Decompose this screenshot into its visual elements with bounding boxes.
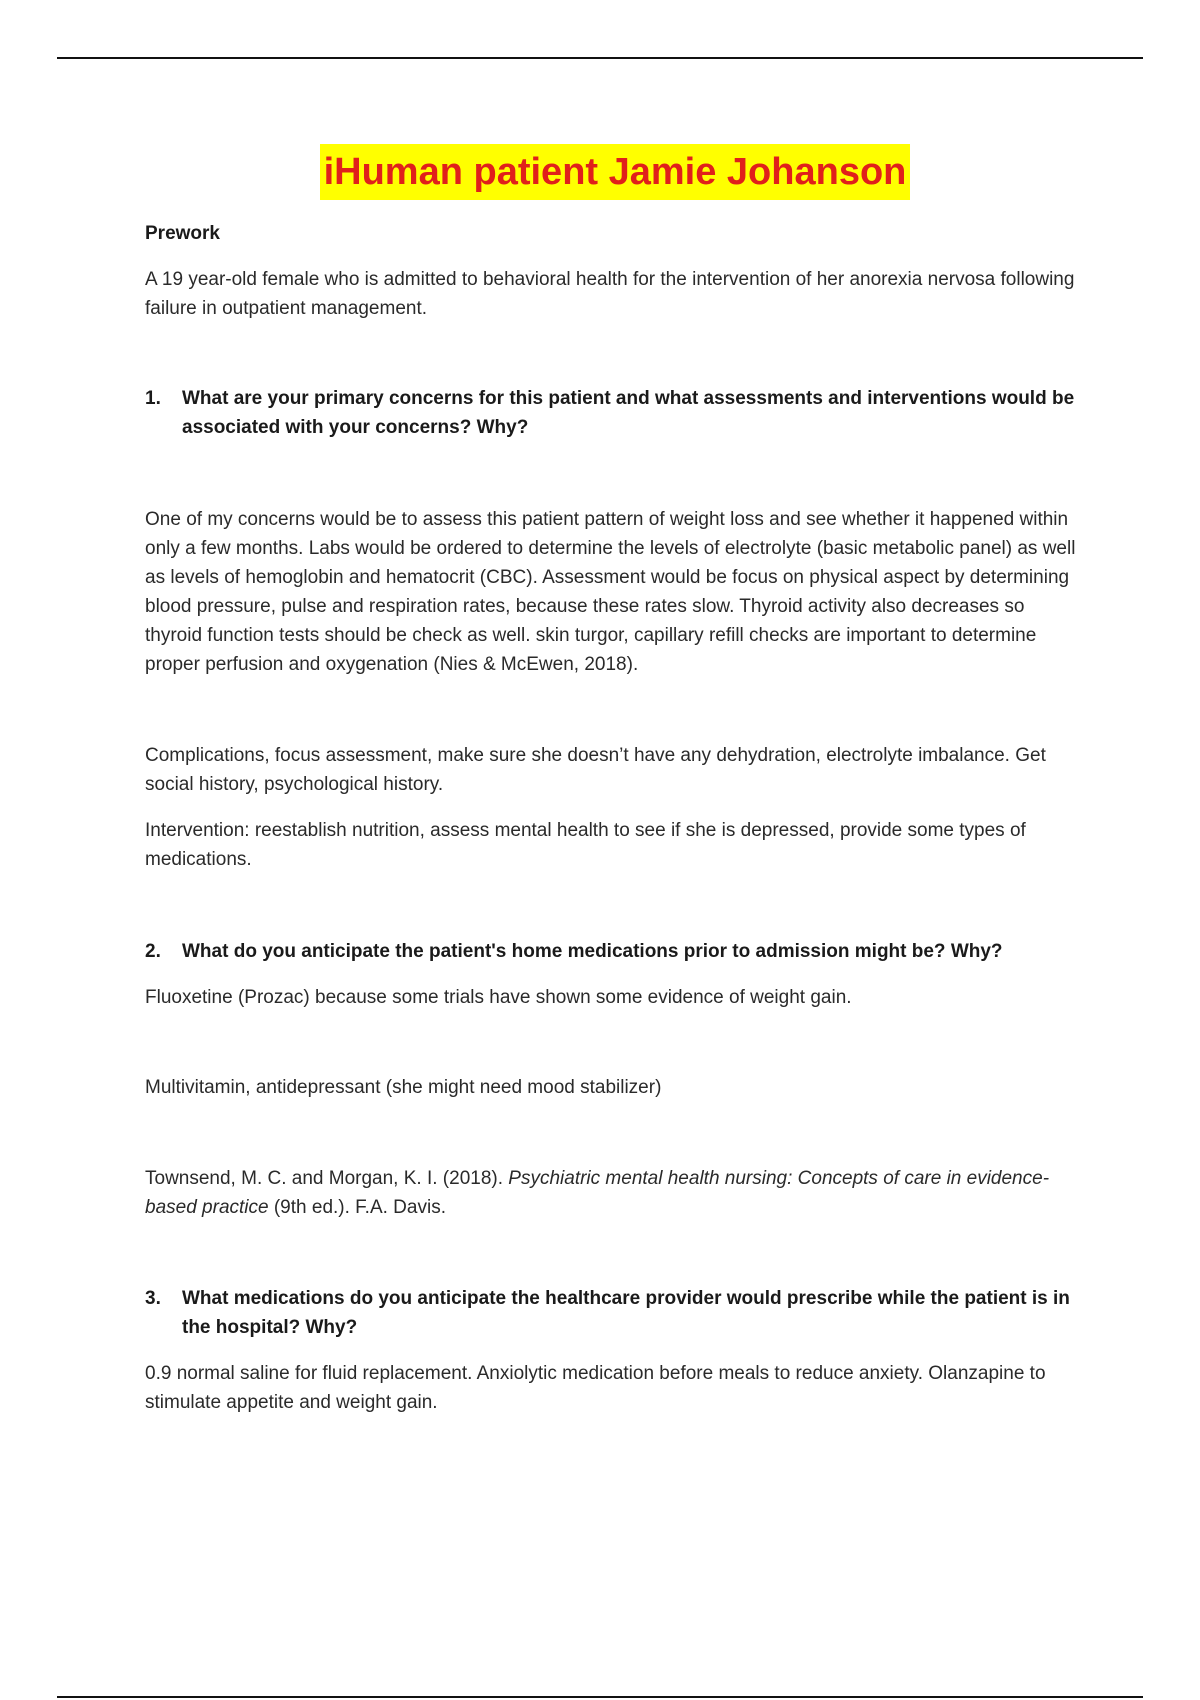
reference-authors: Townsend, M. C. and Morgan, K. I. (2018). (145, 1168, 509, 1189)
question-number: 3. (145, 1288, 161, 1309)
q1-answer-2: Complications, focus assessment, make sure she doesn’t have any dehydration, electrolyte imbalance. Get social history, psychological history. (145, 745, 1046, 795)
q1-answer-1: One of my concerns would be to assess this patient pattern of weight loss and see whether it happened within only a few months. Labs would be ordered to determine the levels of electrolyte (basic metabolic panel) as well as levels of hemoglobin and hematocrit (CBC). Assessment would be focus on physical aspect by determining blood pressure, pulse and respiration rates, because these rates slow. Thyroid activity also decreases so thyroid function tests should be check as well. skin turgor, capillary refill checks are important to determine proper perfusion and oxygenation (Nies & McEwen, 2018). (145, 509, 1076, 675)
question-text: What are your primary concerns for this patient and what assessments and interventions would be associated with your concerns? Why? (182, 388, 1075, 438)
question-text: What medications do you anticipate the healthcare provider would prescribe while the patient is in the hospital? Why? (182, 1288, 1070, 1338)
q1-answer-3: Intervention: reestablish nutrition, assess mental health to see if she is depressed, provide some types of medications. (145, 820, 1026, 870)
q3-answer-1: 0.9 normal saline for fluid replacement. Anxiolytic medication before meals to reduce anxiety. Olanzapine to stimulate appetite and weight gain. (145, 1363, 1046, 1413)
reference-title: Psychiatric mental health nursing: Concepts of care in evidence-based practice (145, 1168, 1050, 1218)
question-number: 2. (145, 941, 161, 962)
question-number: 1. (145, 388, 161, 409)
reference-tail: (9th ed.). F.A. Davis. (268, 1197, 446, 1218)
prework-heading: Prework (145, 223, 220, 244)
question-1 (145, 384, 1085, 442)
title-wrap (145, 144, 1085, 200)
bottom-rule (57, 1696, 1143, 1698)
top-rule (57, 57, 1143, 59)
reference-citation (145, 1164, 1085, 1222)
q2-answer-1: Fluoxetine (Prozac) because some trials have shown some evidence of weight gain. (145, 987, 852, 1008)
question-3 (145, 1284, 1085, 1342)
document-title: iHuman patient Jamie Johanson (320, 144, 911, 200)
question-2 (145, 937, 1085, 966)
intro-paragraph: A 19 year-old female who is admitted to behavioral health for the intervention of her anorexia nervosa following failure in outpatient management. (145, 269, 1075, 319)
question-text: What do you anticipate the patient's home medications prior to admission might be? Why? (182, 941, 1003, 962)
q2-answer-2: Multivitamin, antidepressant (she might need mood stabilizer) (145, 1077, 662, 1098)
